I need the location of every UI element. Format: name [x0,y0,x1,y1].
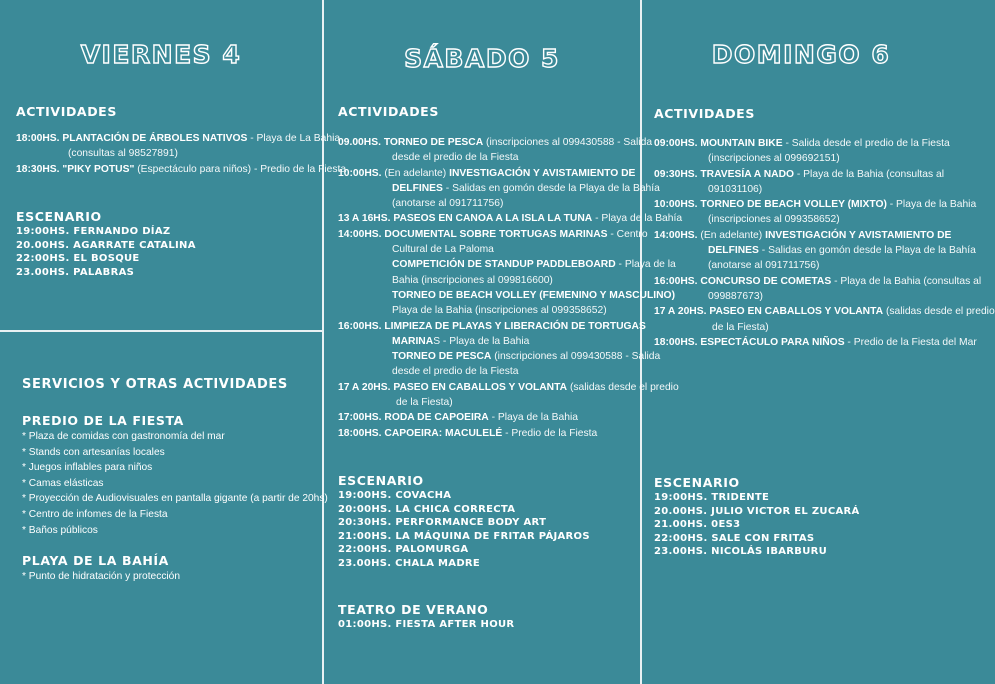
activity-row [338,242,682,257]
activity-row [338,426,682,441]
activity-detail: (salidas desde el predio [567,381,679,393]
saturday-title: SÁBADO 5 [404,44,560,73]
activity-name: DELFINES [708,245,759,257]
activity-detail: - Predio de la Fiesta [502,427,598,439]
activity-detail: - Salidas en gomón desde la Playa de la Bahía [758,245,976,257]
stage-row: 23.00HS. PALABRAS [16,266,135,278]
activity-row [338,410,682,425]
activity-name: CAPOEIRA: MACULELÉ [384,427,503,439]
activity-row [654,167,995,182]
stage-row: 23.00HS. NICOLÁS IBARBURU [654,546,828,558]
stage-row: 20:30HS. PERFORMANCE BODY ART [338,517,547,529]
sunday-activities-list [654,136,995,350]
activity-time: 16:00HS. [654,275,698,287]
activity-detail: (inscripciones al 099358652) [708,214,840,226]
friday-stage-list [16,225,196,279]
activity-row [338,150,682,165]
activity-detail: - Playa de la Bahia [886,199,977,211]
activity-row [338,273,682,288]
activity-detail: 091031106) [708,183,763,195]
activity-detail: desde el predio de la Fiesta [392,366,519,378]
activity-row [654,304,995,319]
service-item: * Camas elásticas [22,477,104,489]
stage-row: 22:00HS. SALE CON FRITAS [654,532,815,544]
service-item: * Baños públicos [22,524,98,536]
activity-detail: - Playa de la Bahia (consultas al [794,168,944,180]
activity-row [338,166,682,181]
activity-name: TRAVESÍA A NADO [700,168,795,180]
activity-row: 18:00HS. PLANTACIÓN DE ÁRBOLES NATIVOS - Playa de La Bahia [16,133,341,144]
sunday-stage-list [654,491,860,559]
predio-list [22,429,328,538]
stage-row: 19:00HS. TRIDENTE [654,492,770,503]
stage-row: 21:00HS. LA MÁQUINA DE FRITAR PÁJAROS [338,530,590,542]
activity-row: (consultas al 98527891) [68,148,178,160]
activity-name: PASEO EN CABALLOS Y VOLANTA [709,306,884,318]
activity-detail: - Playa de la Bahia [488,412,578,424]
activity-name: LIMPIEZA DE PLAYAS Y LIBERACIÓN DE TORTUGAS [384,320,646,332]
stage-row: 22:00HS. PALOMURGA [338,544,469,556]
activity-detail: (inscripciones al 099430588 - Salida [483,137,653,148]
activity-row [338,364,682,379]
column-divider-left [322,0,324,684]
services-title: SERVICIOS Y OTRAS ACTIVIDADES [22,377,288,392]
service-item: * Centro de infomes de la Fiesta [22,508,168,520]
activity-name: MARINA [392,335,434,347]
activity-row [338,181,682,196]
activity-time: 09:00HS. [654,138,698,149]
activity-detail: - Playa de la Bahía [592,213,683,225]
activity-detail: (salidas desde el predio [883,306,995,318]
activity-name: PASEOS EN CANOA A LA ISLA LA TUNA [393,213,593,225]
activity-row [654,228,995,243]
activity-detail: de la Fiesta) [712,321,769,333]
activity-row [338,257,682,272]
saturday-activities-title: ACTIVIDADES [338,104,439,119]
activity-time: 14:00HS. [654,229,698,241]
activity-detail: - Salida desde el predio de la Fiesta [782,138,950,149]
activity-row [654,274,995,289]
activity-name: DELFINES [392,182,443,194]
activity-detail: (anotarse al 091711756) [392,198,504,210]
activity-row [654,243,995,258]
sunday-stage-title: ESCENARIO [654,475,740,490]
activity-row: 18:30HS. "PIKY POTUS" (Espectáculo para niños) - Predio de la Fiesta [16,163,347,175]
activity-row [338,349,682,364]
activity-row [338,288,682,303]
activity-time: 10:00HS. [654,199,698,211]
activity-row [654,320,995,335]
activity-name: PASEO EN CABALLOS Y VOLANTA [393,381,568,393]
service-item: * Juegos inflables para niños [22,462,153,474]
activity-time: 17:00HS. [338,412,382,424]
activity-row [338,135,682,150]
activity-row [654,182,995,197]
activity-time: 18:00HS. [654,336,698,348]
activity-detail: Playa de la Bahia (inscripciones al 099358652) [392,305,607,317]
activity-time: 17 A 20HS. [338,381,391,393]
stage-row: 20:00HS. LA CHICA CORRECTA [338,503,516,515]
predio-title: PREDIO DE LA FIESTA [22,413,184,428]
activity-name: MOUNTAIN BIKE [700,138,783,149]
activity-name: RODA DE CAPOEIRA [384,412,489,424]
activity-row [338,211,682,226]
activity-time: 16:00HS. [338,320,382,332]
activity-name: INVESTIGACIÓN Y AVISTAMIENTO DE [449,167,636,179]
activity-detail: S - Playa de la Bahia [433,335,530,347]
activity-time: 14:00HS. [338,228,382,240]
saturday-stage-list [338,489,590,571]
activity-name: ESPECTÁCULO PARA NIÑOS [700,336,845,348]
stage-row: 19:00HS. COVACHA [338,490,452,501]
sunday-title: DOMINGO 6 [711,40,891,69]
theatre-title: TEATRO DE VERANO [338,602,489,617]
activity-time: 10:00HS. [338,167,382,179]
activity-detail: - Predio de la Fiesta del Mar [844,336,977,348]
friday-activities-title: ACTIVIDADES [16,104,117,119]
activity-detail: - Salidas en gomón desde la Playa de la Bahía [442,182,660,194]
activity-row [654,335,995,350]
activity-detail: Cultural de La Paloma [392,244,494,256]
stage-row: 01:00HS. FIESTA AFTER HOUR [338,619,515,630]
activity-detail: 099887673) [708,290,763,302]
activity-row [338,334,682,349]
saturday-activities-list [338,135,682,441]
service-item: * Plaza de comidas con gastronomía del mar [22,431,225,442]
activity-detail: - Centro [607,228,648,240]
activity-detail: (inscripciones al 099430588 - Salida [491,351,661,363]
theatre-list [338,618,514,632]
activity-name: TORNEO DE BEACH VOLLEY (FEMENINO Y MASCULINO) [392,289,675,301]
activity-row [338,380,682,395]
saturday-stage-title: ESCENARIO [338,473,424,488]
friday-services-divider [0,330,323,332]
playa-title: PLAYA DE LA BAHÍA [22,553,169,568]
activity-detail: - Playa de la Bahia (consultas al [831,275,982,287]
activity-detail: (inscripciones al 099692151) [708,153,840,165]
activity-row [654,258,995,273]
activity-detail: (anotarse al 091711756) [708,260,820,272]
stage-row: 19:00HS. FERNANDO DÍAZ [16,226,171,237]
stage-row: 22:00HS. EL BOSQUE [16,253,140,265]
activity-row [338,303,682,318]
activity-name: CONCURSO DE COMETAS [700,275,832,287]
activity-row [654,289,995,304]
activity-name: COMPETICIÓN DE STANDUP PADDLEBOARD [392,259,616,271]
activity-time: 13 A 16HS. [338,213,391,225]
friday-title: VIERNES 4 [80,40,242,69]
activity-pre: (En adelante) [700,229,766,241]
service-item: * Punto de hidratación y protección [22,571,181,582]
activity-row [338,319,682,334]
service-item: * Proyección de Audiovisuales en pantalla gigante (a partir de 20hs) [22,493,328,505]
activity-detail: desde el predio de la Fiesta [392,152,519,164]
activity-name: TORNEO DE PESCA [383,137,484,148]
activity-detail: de la Fiesta) [396,397,453,409]
friday-activities-list [16,131,346,177]
activity-name: INVESTIGACIÓN Y AVISTAMIENTO DE [765,229,952,241]
service-item: * Stands con artesanías locales [22,446,165,458]
activity-row [338,227,682,242]
activity-name: TORNEO DE PESCA [392,351,492,363]
activity-row [338,196,682,211]
activity-detail: Bahia (inscripciones al 099816600) [392,274,553,286]
stage-row: 21.00HS. 0ES3 [654,519,741,531]
stage-row: 20.00HS. JULIO VICTOR EL ZUCARÁ [654,505,860,517]
activity-name: DOCUMENTAL SOBRE TORTUGAS MARINAS [384,228,608,240]
sunday-activities-title: ACTIVIDADES [654,106,755,121]
activity-row [654,151,995,166]
activity-row [338,395,682,410]
activity-pre: (En adelante) [384,167,450,179]
activity-time: 17 A 20HS. [654,306,707,318]
stage-row: 23.00HS. CHALA MADRE [338,557,481,569]
activity-row [654,212,995,227]
stage-row: 20.00HS. AGARRATE CATALINA [16,239,196,251]
activity-name: TORNEO DE BEACH VOLLEY (MIXTO) [700,199,887,211]
activity-row [654,136,995,151]
activity-row [654,197,995,212]
friday-stage-title: ESCENARIO [16,209,102,224]
activity-time: 09.00HS. [338,137,381,148]
playa-list [22,569,180,585]
activity-detail: - Playa de la [615,259,676,271]
activity-time: 18:00HS. [338,427,382,439]
activity-time: 09:30HS. [654,168,698,180]
